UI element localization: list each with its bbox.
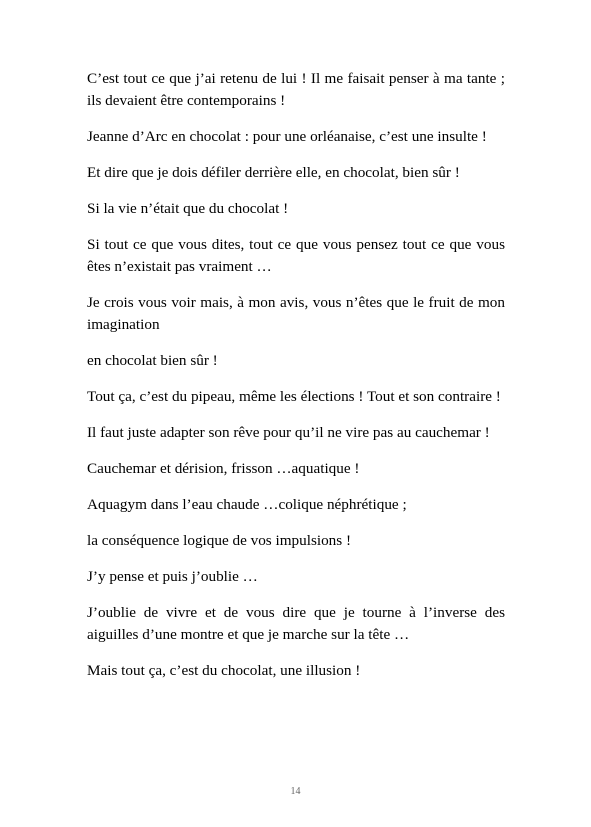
paragraph: Si tout ce que vous dites, tout ce que vous pensez tout ce que vous êtes n’existait pas vraiment … [87, 236, 505, 275]
page-body [87, 68, 505, 696]
paragraph: Jeanne d’Arc en chocolat : pour une orléanaise, c’est une insulte ! [87, 128, 487, 145]
paragraph: C’est tout ce que j’ai retenu de lui ! Il me faisait penser à ma tante ; ils devaient être contemporains ! [87, 70, 505, 109]
paragraph: Il faut juste adapter son rêve pour qu’il ne vire pas au cauchemar ! [87, 424, 490, 441]
paragraph: Je crois vous voir mais, à mon avis, vous n’êtes que le fruit de mon imagination [87, 294, 505, 333]
paragraph: Aquagym dans l’eau chaude …colique néphrétique ; [87, 496, 407, 513]
paragraph: J’y pense et puis j’oublie … [87, 568, 258, 585]
paragraph: Si la vie n’était que du chocolat ! [87, 200, 289, 217]
paragraph: la conséquence logique de vos impulsions ! [87, 532, 352, 549]
paragraph: Cauchemar et dérision, frisson …aquatique ! [87, 460, 360, 477]
paragraph: Et dire que je dois défiler derrière elle, en chocolat, bien sûr ! [87, 164, 460, 181]
paragraph: en chocolat bien sûr ! [87, 352, 218, 369]
paragraph: Tout ça, c’est du pipeau, même les élections ! Tout et son contraire ! [87, 388, 501, 405]
page-number: 14 [290, 786, 301, 797]
paragraph: Mais tout ça, c’est du chocolat, une illusion ! [87, 662, 361, 679]
paragraph: J’oublie de vivre et de vous dire que je tourne à l’inverse des aiguilles d’une montre et que je marche sur la tête … [87, 604, 505, 643]
